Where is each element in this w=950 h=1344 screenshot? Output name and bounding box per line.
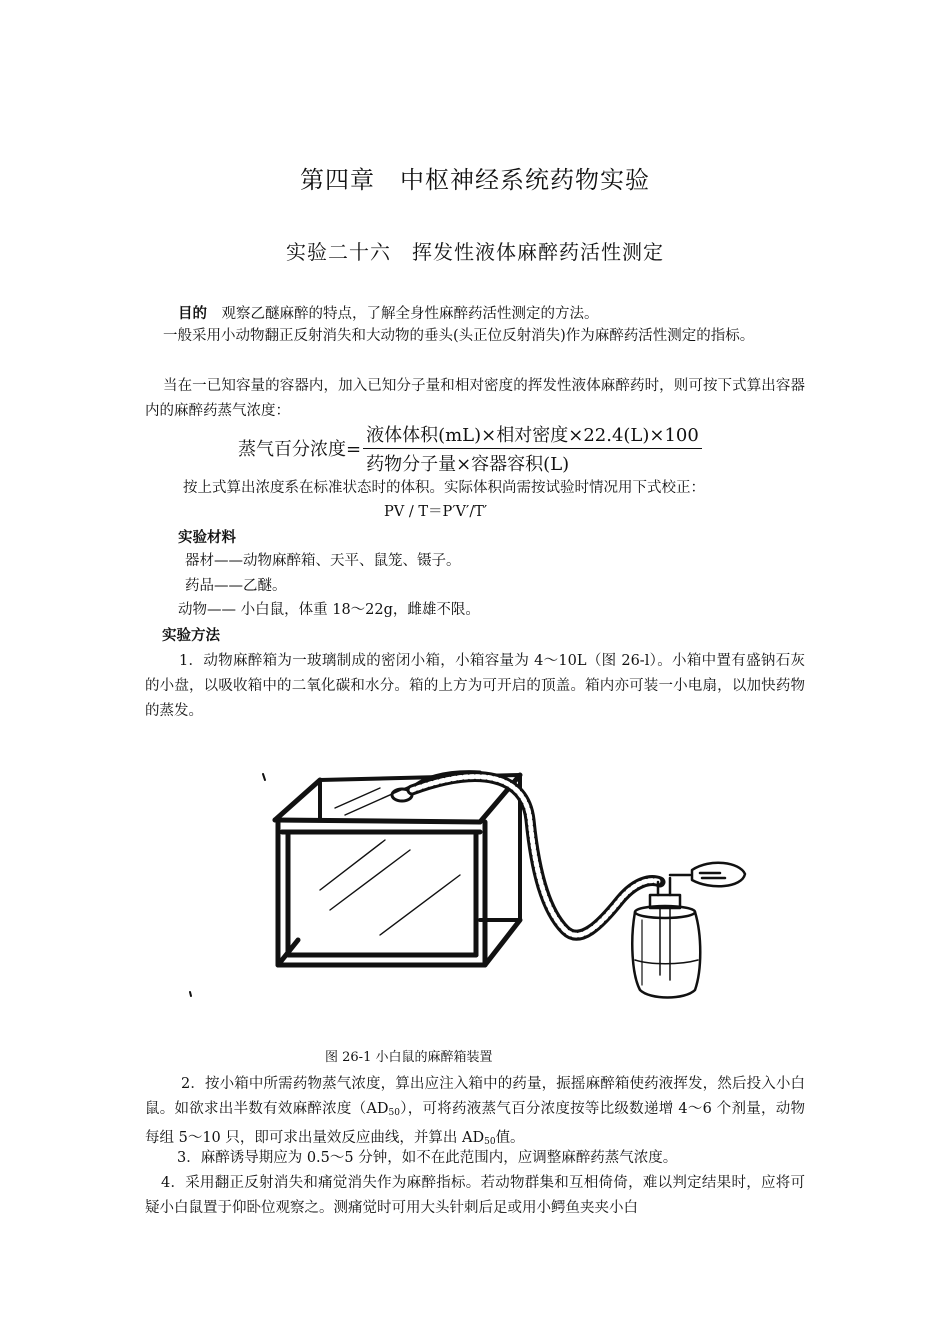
methods-heading: 实验方法: [162, 627, 220, 644]
materials-heading: 实验材料: [178, 529, 236, 546]
purpose-text: 观察乙醚麻醉的特点，了解全身性麻醉药活性测定的方法。: [207, 306, 599, 322]
gas-law-equation: PV / T＝P′V′/T′: [384, 504, 488, 520]
method-step-3: 3．麻醉诱导期应为 0.5～5 分钟，如不在此范围内，应调整麻醉药蒸气浓度。: [177, 1150, 678, 1166]
formula-lhs: 蒸气百分浓度=: [238, 439, 362, 460]
glass-reflections: [320, 786, 460, 935]
method-step-4: 4．采用翻正反射消失和痛觉消失作为麻醉指标。若动物群集和互相倚倚，难以判定结果时，应将可疑小白鼠置于仰卧位观察之。测痛觉时可用大头针刺后足或用小鳄鱼夹夹小白: [145, 1175, 805, 1216]
materials-animals: 动物—— 小白鼠，体重 18～22g，雌雄不限。: [178, 602, 480, 618]
anesthesia-box-figure: [180, 760, 760, 1040]
step2-text-b: ），可将药液蒸气百分浓度按等比级数递增 4～6 个剂量，动物每组 5～10 只，即可求出量效反应曲线，并算出 AD: [145, 1101, 805, 1146]
purpose-label: 目的: [178, 305, 207, 322]
corrugated-tube: [412, 777, 660, 936]
rubber-bulb-pump: [670, 863, 745, 886]
materials-drugs: 药品——乙醚。: [185, 578, 287, 594]
experiment-title: 实验二十六 挥发性液体麻醉药活性测定: [286, 240, 664, 264]
materials-equipment: 器材——动物麻醉箱、天平、鼠笼、镊子。: [185, 553, 461, 569]
figure-caption: 图 26-1 小白鼠的麻醉箱装置: [325, 1050, 493, 1065]
box-back-frame: [320, 775, 520, 920]
step2-subscript-2: 50: [484, 1137, 496, 1147]
box-front-frame: [278, 822, 520, 965]
chapter-title: 第四章 中枢神经系统药物实验: [300, 166, 650, 194]
method-step-2: [145, 1072, 805, 1155]
formula-fraction: [363, 421, 702, 476]
intro-paragraph: 一般采用小动物翻正反射消失和大动物的垂头(头正位反射消失)作为麻醉药活性测定的指标。: [163, 328, 755, 344]
formula-denominator: 药物分子量×容器容积(L): [366, 453, 570, 475]
calc-paragraph: 当在一已知容量的容器内，加入已知分子量和相对密度的挥发性液体麻醉药时，则可按下式算出容器内的麻醉药蒸气浓度：: [145, 378, 805, 419]
drug-bottle: [632, 878, 700, 998]
method-step-1: 1．动物麻醉箱为一玻璃制成的密闭小箱，小箱容量为 4～10L（图 26-l）。小箱中置有盛钠石灰的小盘，以吸收箱中的二氧化碳和水分。箱的上方为可开启的顶盖。箱内亦可装一小电扇，以加快药物的蒸发。: [145, 653, 805, 719]
step2-subscript-1: 50: [388, 1108, 400, 1118]
formula-numerator: 液体体积(mL)×相对密度×22.4(L)×100: [363, 421, 702, 449]
step2-text-c: 值。: [495, 1130, 525, 1146]
scan-specks: [190, 774, 265, 996]
correction-text: 按上式算出浓度系在标准状态时的体积。实际体积尚需按试验时情况用下式校正：: [183, 480, 705, 496]
vapor-concentration-formula: [238, 424, 702, 475]
step2-text-a: 2．按小箱中所需药物蒸气浓度，算出应注入箱中的药量，振摇麻醉箱使药液挥发，然后投入小白鼠。如欲求出半数有效麻醉浓度（AD: [145, 1076, 805, 1117]
